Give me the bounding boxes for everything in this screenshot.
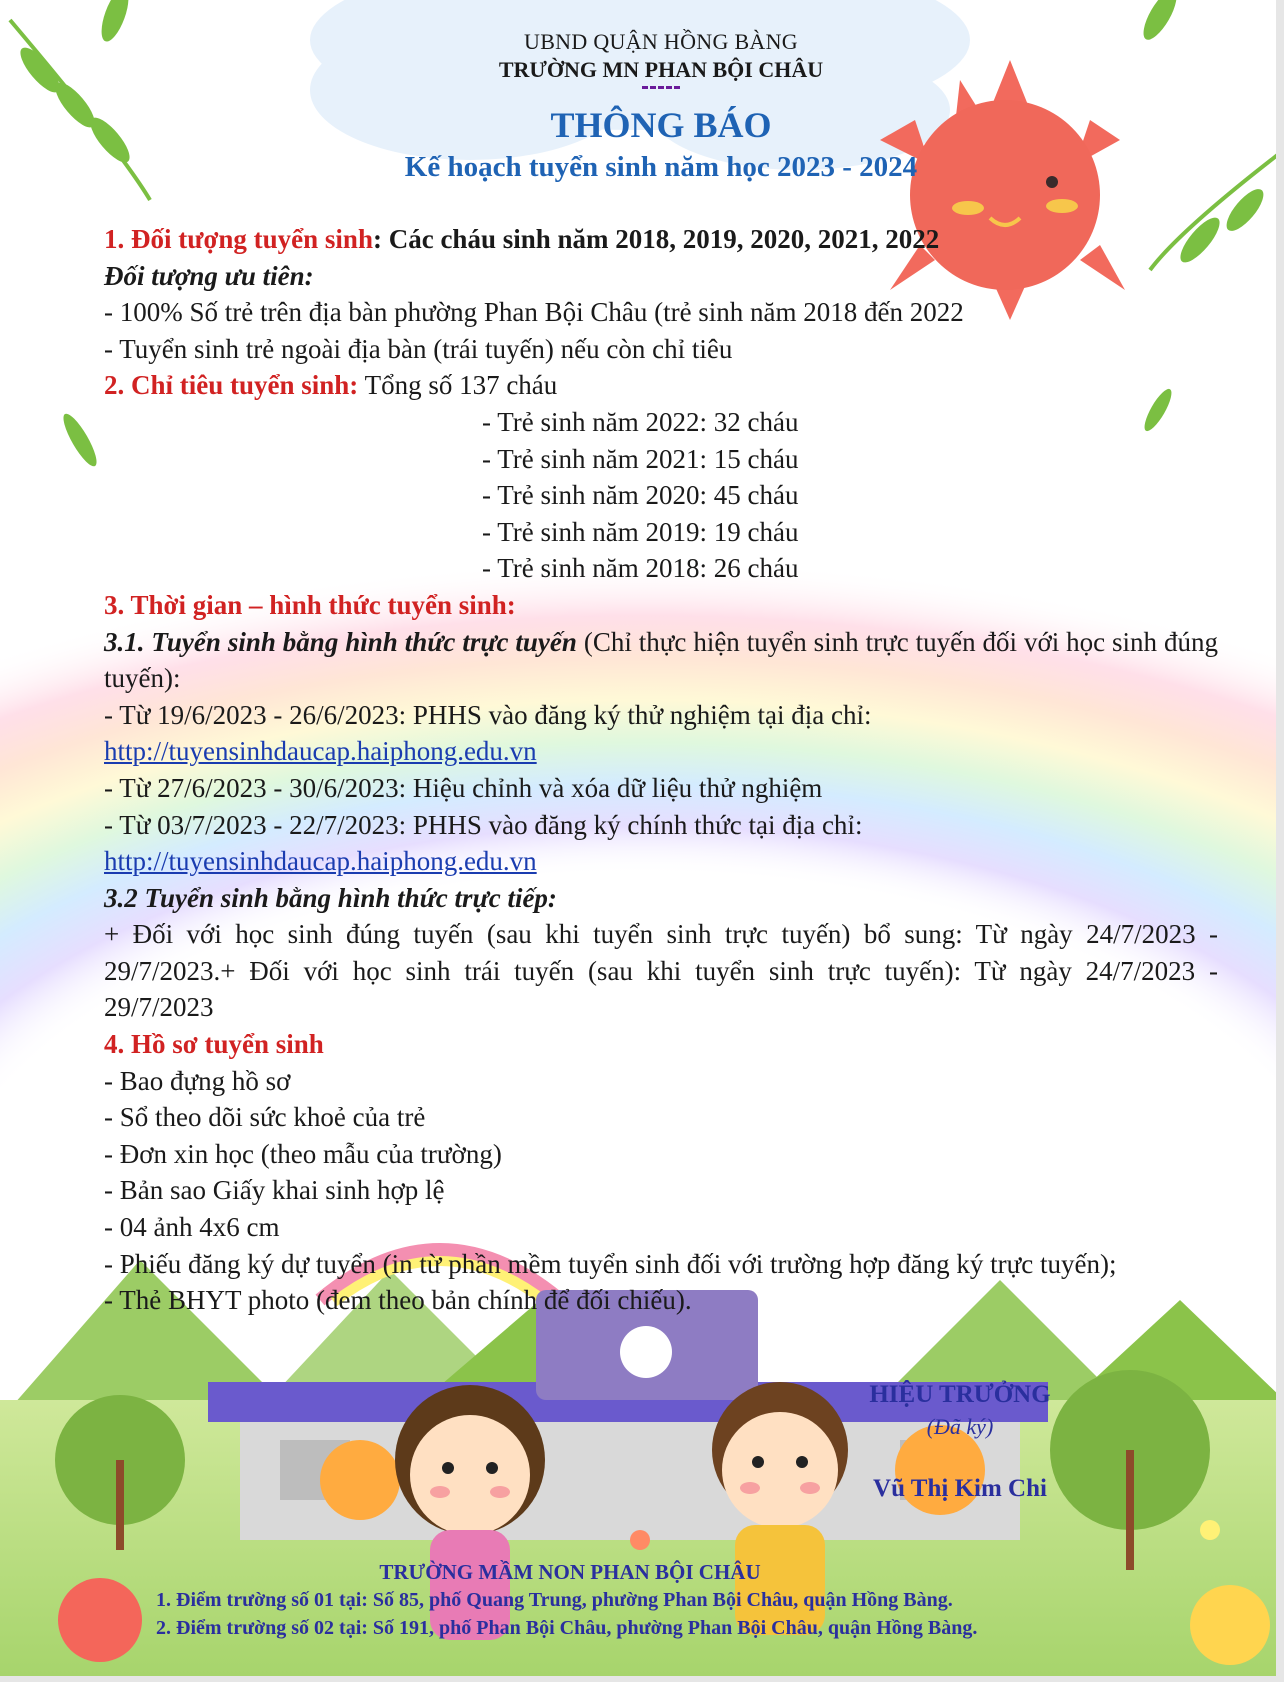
quota-item: - Trẻ sinh năm 2020: 45 cháu	[482, 480, 799, 511]
footer-school-name: TRƯỜNG MẦM NON PHAN BỘI CHÂU	[379, 1560, 761, 1584]
signature-block	[850, 1378, 1070, 1506]
schedule-line: - Từ 03/7/2023 - 22/7/2023: PHHS vào đăng ký chính thức tại địa chỉ:	[104, 809, 863, 840]
quota-item: - Trẻ sinh năm 2021: 15 cháu	[482, 443, 799, 474]
document-item: - 04 ảnh 4x6 cm	[104, 1212, 280, 1243]
document-item: - Phiếu đăng ký dự tuyển (in từ phần mềm tuyển sinh đối với trường hợp đăng ký trực tuyến);	[104, 1248, 1117, 1279]
section-3-2-heading: 3.2 Tuyển sinh bằng hình thức trực tiếp:	[104, 882, 557, 913]
quota-item: - Trẻ sinh năm 2022: 32 cháu	[482, 406, 799, 437]
section-3-heading: 3. Thời gian – hình thức tuyển sinh:	[104, 589, 516, 620]
section-4-heading: 4. Hồ sơ tuyển sinh	[104, 1029, 324, 1060]
document-header	[104, 28, 1218, 185]
signature-name: Vũ Thị Kim Chi	[873, 1475, 1047, 1502]
quota-total: Tổng số 137 cháu	[358, 370, 558, 401]
footer	[150, 1558, 1150, 1642]
document-item: - Bao đựng hồ sơ	[104, 1065, 291, 1096]
announcement-document	[104, 28, 1218, 1319]
section-3-1-heading: 3.1. Tuyển sinh bằng hình thức trực tuyến	[104, 626, 577, 657]
section-1-value: : Các cháu sinh năm 2018, 2019, 2020, 2021, 2022	[372, 224, 940, 254]
document-item: - Thẻ BHYT photo (đem theo bản chính để đối chiếu).	[104, 1285, 692, 1316]
section-2-heading: 2. Chỉ tiêu tuyển sinh:	[104, 370, 359, 401]
page-subtitle: Kế hoạch tuyển sinh năm học 2023 - 2024	[404, 151, 918, 183]
document-body	[104, 221, 1218, 1319]
section-2-heading-line	[104, 367, 1218, 404]
quota-item: - Trẻ sinh năm 2019: 19 cháu	[482, 516, 799, 547]
priority-item: - 100% Số trẻ trên địa bàn phường Phan Bội Châu (trẻ sinh năm 2018 đến 2022	[104, 297, 964, 328]
section-3-1-note: (Chỉ thực hiện tuyển sinh trực tuyến đối với học sinh đúng tuyến):	[104, 626, 1218, 694]
registration-link[interactable]: http://tuyensinhdaucap.haiphong.edu.vn	[104, 736, 537, 767]
document-item: - Bản sao Giấy khai sinh hợp lệ	[104, 1175, 445, 1206]
schedule-line: - Từ 27/6/2023 - 30/6/2023: Hiệu chỉnh và xóa dữ liệu thử nghiệm	[104, 772, 823, 803]
signature-title: HIỆU TRƯỞNG	[869, 1381, 1051, 1408]
quota-item: - Trẻ sinh năm 2018: 26 cháu	[482, 553, 799, 584]
section-1-heading-line	[104, 221, 1218, 258]
registration-link[interactable]: http://tuyensinhdaucap.haiphong.edu.vn	[104, 846, 537, 877]
section-3-2-text: + Đối với học sinh đúng tuyến (sau khi tuyển sinh trực tuyến) bổ sung: Từ ngày 24/7/2023 - 29/7/2023.+ Đối với học sinh trái tuyến (sau khi tuyển sinh trực tuyến): Từ ngày 24/7/2023 - 29/7/2023	[104, 919, 1218, 1023]
footer-address: 1. Điểm trường số 01 tại: Số 85, phố Quang Trung, phường Phan Bội Châu, quận Hồng Bàng.	[156, 1589, 953, 1611]
priority-item: - Tuyển sinh trẻ ngoài địa bàn (trái tuyến) nếu còn chỉ tiêu	[104, 333, 733, 364]
school-name: TRƯỜNG MN PHAN BỘI CHÂU	[498, 57, 824, 82]
header-divider	[642, 86, 680, 89]
page-title: THÔNG BÁO	[550, 105, 772, 145]
section-3-1-paragraph	[104, 624, 1218, 697]
section-1-heading: 1. Đối tượng tuyển sinh	[104, 224, 373, 254]
priority-heading: Đối tượng ưu tiên:	[104, 260, 314, 291]
document-item: - Sổ theo dõi sức khoẻ của trẻ	[104, 1102, 426, 1133]
footer-address: 2. Điểm trường số 02 tại: Số 191, phố Phan Bội Châu, phường Phan Bội Châu, quận Hồng Bàng.	[156, 1617, 978, 1639]
document-item: - Đơn xin học (theo mẫu của trường)	[104, 1138, 502, 1169]
schedule-line: - Từ 19/6/2023 - 26/6/2023: PHHS vào đăng ký thử nghiệm tại địa chỉ:	[104, 699, 872, 730]
district-name: UBND QUẬN HỒNG BÀNG	[524, 29, 798, 54]
signature-note: (Đã ký)	[926, 1414, 994, 1439]
